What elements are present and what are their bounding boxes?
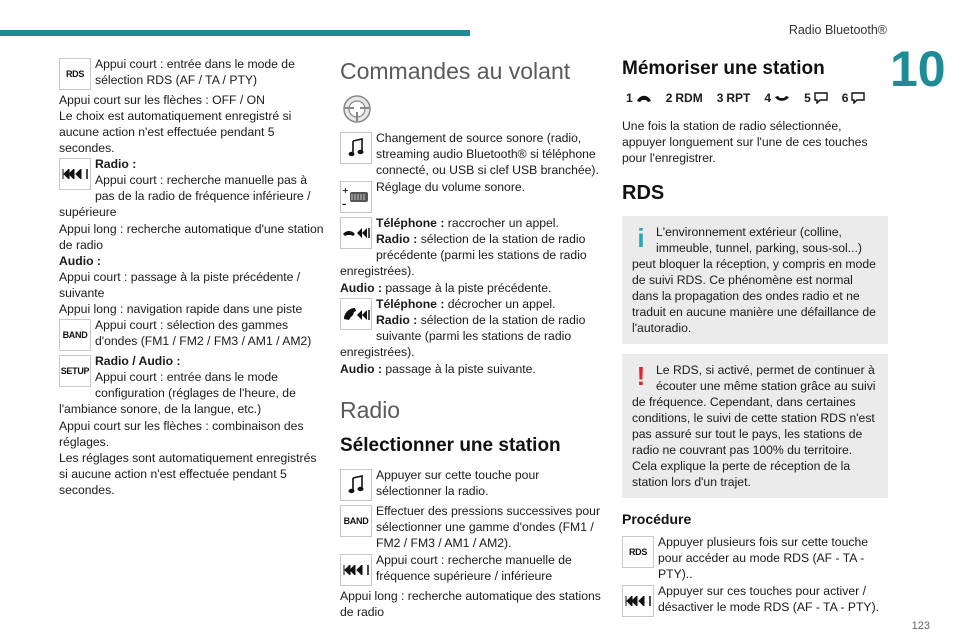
- radio-heading: Radio: [340, 397, 401, 423]
- select-band-entry: [340, 503, 602, 551]
- band-text: Appui court : sélection des gammes d'ondes (FM1 / FM2 / FM3 / AM1 / AM2): [95, 318, 312, 348]
- column-left: [59, 56, 325, 498]
- rds-short-press-text: Appui court : entrée dans le mode de sélection RDS (AF / TA / PTY): [95, 57, 295, 87]
- next-audio-text: passage à la piste suivante.: [385, 362, 536, 376]
- rds-button-icon: RDS: [622, 536, 654, 568]
- next-audio-title: Audio :: [340, 362, 382, 376]
- column-middle: [340, 56, 602, 620]
- preset-2: 2 RDM: [665, 91, 703, 105]
- seek-radio-text1: Appui court : recherche manuelle pas à pas de la radio de fréquence inférieure / supérieure: [59, 173, 311, 219]
- prev-audio-title: Audio :: [340, 281, 382, 295]
- phone-icon: [636, 93, 652, 103]
- band-button-icon: BAND: [59, 319, 91, 351]
- seek-arrows-icon: [340, 554, 372, 586]
- warning-text: Le RDS, si activé, permet de continuer à écouter une même station grâce au suivi de fréquence. Cependant, dans certaines conditions, le suivi de cette station RDS n'est pas assuré sur tout le pays, les stations de radio ne couvrant pas 100% du territoire. Cela explique la perte de réception de la station lors d'un trajet.: [632, 363, 876, 489]
- seek-radio-title: Radio :: [95, 157, 137, 171]
- select-radio-entry: [340, 467, 602, 502]
- select-text4: Appui long : recherche automatique des stations de radio: [340, 589, 601, 619]
- procedure-seek-entry: [622, 583, 888, 618]
- prev-radio-text: sélection de la station de radio précédente (parmi les stations de radio enregistrées).: [340, 232, 587, 278]
- seek-audio-title: Audio :: [59, 254, 101, 268]
- music-note-icon: [340, 469, 372, 501]
- pickup-text: décrocher un appel.: [447, 297, 556, 311]
- info-note: [622, 216, 888, 344]
- steering-controls-heading: Commandes au volant: [340, 58, 571, 84]
- svg-text:–: –: [342, 200, 347, 208]
- header-accent-bar: [0, 30, 470, 36]
- procedure-rds-entry: [622, 534, 888, 582]
- setup-text3: Les réglages sont automatiquement enregistrés si aucune action n'est effectuée pendant 5 secondes.: [59, 451, 317, 497]
- prev-audio-text: passage à la piste précédente.: [385, 281, 552, 295]
- pickup-next-icon: [340, 298, 372, 330]
- chat-icon: [814, 92, 828, 104]
- rds-autosave-text: Le choix est automatiquement enregistré si aucune action n'est effectuée pendant 5 secondes.: [59, 109, 292, 155]
- next-radio-text: sélection de la station de radio suivante (parmi les stations de radio enregistrées).: [340, 313, 586, 359]
- band-button-icon: BAND: [340, 505, 372, 537]
- source-text: Changement de source sonore (radio, streaming audio Bluetooth® si téléphone connecté, ou USB si clef USB branchée).: [376, 131, 599, 177]
- column-right: [622, 56, 888, 619]
- running-header-title: Radio Bluetooth®: [788, 23, 887, 37]
- preset-4: 4: [764, 90, 790, 106]
- prev-radio-title: Radio :: [376, 232, 418, 246]
- next-radio-title: Radio :: [376, 313, 418, 327]
- setup-button-entry: [59, 353, 325, 417]
- volume-entry: [340, 179, 602, 214]
- chat-icon: [851, 92, 865, 104]
- next-radio-line: [340, 312, 602, 360]
- warning-note: [622, 354, 888, 498]
- pickup-next-entry: [340, 296, 602, 360]
- preset-1: 1: [626, 90, 652, 106]
- store-station-heading: Mémoriser une station: [622, 58, 825, 79]
- select-text1: Appuyer sur cette touche pour sélectionner la radio.: [376, 468, 540, 498]
- rds-button-icon: RDS: [59, 58, 91, 90]
- pickup-title: Téléphone :: [376, 297, 445, 311]
- procedure-text1: Appuyer plusieurs fois sur cette touche pour accéder au mode RDS (AF - TA - PTY)..: [658, 535, 869, 581]
- hangup-title: Téléphone :: [376, 216, 445, 230]
- warning-icon: !: [636, 361, 646, 391]
- seek-button-entry: [59, 156, 325, 220]
- prev-radio-line: [340, 231, 602, 279]
- setup-button-icon: SETUP: [59, 355, 91, 387]
- setup-text1: Appui court : entrée dans le mode configuration (réglages de l'heure, de l'ambiance sonore, de la langue, etc.): [59, 370, 296, 416]
- preset-6: 6: [842, 90, 866, 106]
- volume-text: Réglage du volume sonore.: [376, 180, 526, 194]
- select-text2: Effectuer des pressions successives pour sélectionner une gamme d'ondes (FM1 / FM2 / FM3 / AM1 / AM2).: [376, 504, 600, 550]
- seek-arrows-icon: [59, 158, 91, 190]
- store-text: Une fois la station de radio sélectionnée, appuyer longuement sur l'une de ces touches pour l'enregistrer.: [622, 119, 868, 165]
- seek-radio-text2: Appui long : recherche automatique d'une station de radio: [59, 222, 324, 252]
- select-seek-entry: [340, 552, 602, 587]
- procedure-text2: Appuyer sur ces touches pour activer / désactiver le mode RDS (AF - TA - PTY).: [658, 584, 880, 614]
- chapter-number: 10: [890, 41, 946, 97]
- page-number: 123: [911, 620, 930, 632]
- volume-scroll-icon: [340, 181, 372, 213]
- rds-arrows-text: Appui court sur les flèches : OFF / ON: [59, 93, 265, 107]
- setup-text2: Appui court sur les flèches : combinaison des réglages.: [59, 419, 304, 449]
- prev-audio-line: [340, 280, 602, 296]
- hangup-prev-icon: [340, 217, 372, 249]
- hangup-text: raccrocher un appel.: [447, 216, 559, 230]
- music-note-icon: [340, 132, 372, 164]
- preset-5: 5: [804, 90, 828, 106]
- hangup-icon: [774, 93, 790, 103]
- pickup-line: [340, 296, 602, 312]
- seek-audio-text1: Appui court : passage à la piste précédente / suivante: [59, 270, 301, 300]
- steering-wheel-icon: [342, 94, 372, 124]
- svg-text:+: +: [342, 186, 349, 195]
- select-station-heading: Sélectionner une station: [340, 435, 561, 456]
- setup-title: Radio / Audio :: [95, 354, 181, 368]
- seek-arrows-icon: [622, 585, 654, 617]
- next-audio-line: [340, 361, 602, 377]
- info-text: L'environnement extérieur (colline, immeuble, tunnel, parking, sous-sol...) peut bloquer la réception, y compris en mode de suivi RDS. Ce phénomène est normal dans la propagation des ondes radio et ne traduit en aucune manière une défaillance de l'autoradio.: [632, 225, 876, 335]
- band-button-entry: [59, 317, 325, 352]
- hangup-prev-entry: [340, 215, 602, 279]
- rds-button-entry: [59, 56, 325, 91]
- info-icon: i: [637, 223, 645, 253]
- rds-heading: RDS: [622, 182, 665, 204]
- procedure-heading: Procédure: [622, 511, 692, 527]
- seek-audio-text2: Appui long : navigation rapide dans une piste: [59, 302, 303, 316]
- preset-3: 3 RPT: [716, 91, 751, 105]
- source-entry: [340, 130, 602, 178]
- preset-buttons-row: [626, 90, 888, 106]
- select-text3: Appui court : recherche manuelle de fréquence supérieure / inférieure: [376, 553, 572, 583]
- hangup-line: [340, 215, 602, 231]
